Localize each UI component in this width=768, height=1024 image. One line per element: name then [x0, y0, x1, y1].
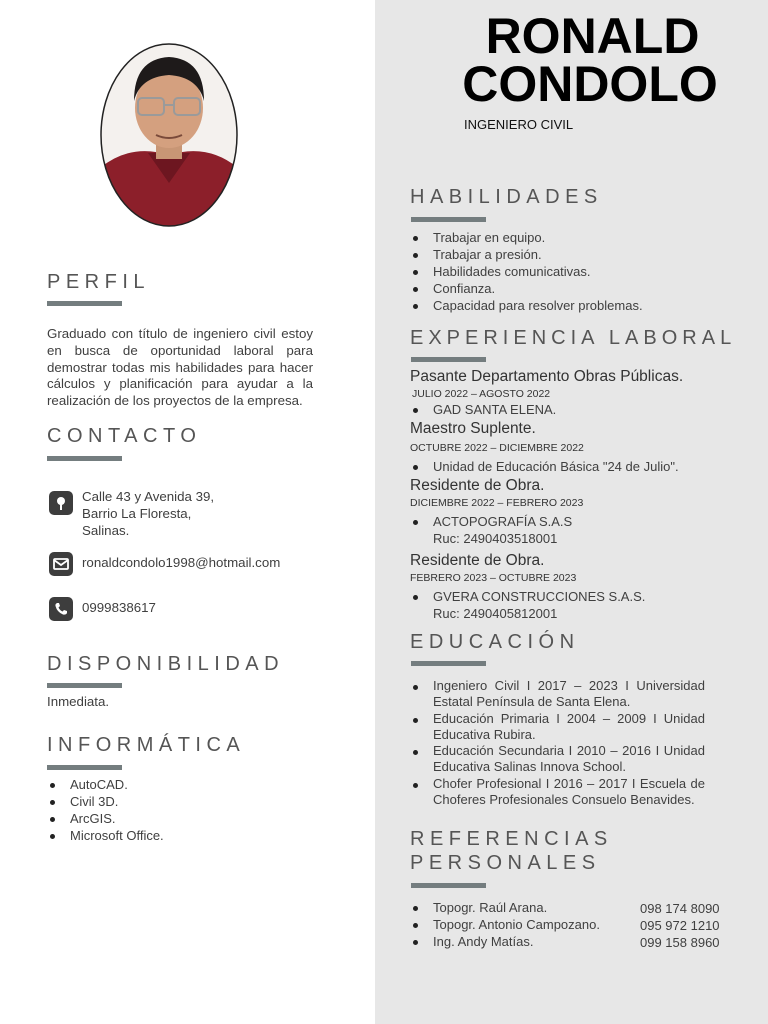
reference-phone: 099 158 8960: [640, 935, 720, 950]
experiencia-divider: [411, 357, 486, 362]
reference-phone: 098 174 8090: [640, 901, 720, 916]
contact-address: [82, 489, 282, 539]
job-title: INGENIERO CIVIL: [464, 117, 574, 132]
reference-name: Topogr. Raúl Arana.: [410, 899, 730, 916]
referencias-table: [410, 899, 730, 950]
job-entry-date: OCTUBRE 2022 – DICIEMBRE 2022: [410, 442, 584, 454]
address-line: Barrio La Floresta,: [82, 505, 192, 521]
job-entry-company: ACTOPOGRAFÍA S.A.S: [433, 514, 573, 529]
contacto-divider: [47, 456, 122, 461]
referencias-divider: [411, 883, 486, 888]
job-entry-title: Pasante Departamento Obras Públicas.: [410, 368, 684, 385]
disponibilidad-divider: [47, 683, 122, 688]
reference-row: [410, 916, 730, 933]
experiencia-heading: EXPERIENCIA LABORAL: [410, 327, 737, 349]
job-entry-title: Maestro Suplente.: [410, 420, 536, 437]
reference-row: [410, 899, 730, 916]
reference-phone: 095 972 1210: [640, 918, 720, 933]
perfil-text: Graduado con título de ingeniero civil estoy en busca de oportunidad laboral para demostrar todas mis habilidades para hacer cálculos y planificación para ayudar a la realización de los proyectos de la empresa.: [47, 326, 313, 409]
educacion-divider: [411, 661, 486, 666]
job-entry: [410, 476, 750, 547]
job-entry: [410, 419, 750, 475]
job-entry-ruc: Ruc: 2490403518001: [433, 531, 558, 546]
referencias-heading-line: REFERENCIAS: [410, 828, 613, 850]
job-entry-date: DICIEMBRE 2022 – FEBRERO 2023: [410, 497, 584, 509]
educacion-list-wrap: [410, 678, 705, 810]
list-item: Educación Secundaria I 2010 – 2016 I Unidad Educativa Salinas Innova School.: [410, 743, 705, 776]
reference-row: [410, 933, 730, 950]
list-item: Ingeniero Civil I 2017 – 2023 I Universidad Estatal Península de Santa Elena.: [410, 678, 705, 711]
job-entry-title: Residente de Obra.: [410, 552, 545, 569]
contacto-heading: CONTACTO: [47, 425, 202, 447]
referencias-heading: [410, 827, 613, 875]
address-line: Calle 43 y Avenida 39,: [82, 489, 215, 504]
contact-phone[interactable]: 0999838617: [82, 600, 156, 615]
list-item: Microsoft Office.: [47, 827, 297, 844]
job-entry-date: JULIO 2022 – AGOSTO 2022: [412, 388, 551, 400]
job-entry: [410, 367, 750, 418]
list-item: Capacidad para resolver problemas.: [410, 297, 750, 314]
list-item: Trabajar a presión.: [410, 246, 750, 263]
profile-photo: [100, 43, 238, 227]
informatica-divider: [47, 765, 122, 770]
list-item: Confianza.: [410, 280, 750, 297]
mail-icon: [49, 552, 73, 576]
job-entry-place: [410, 513, 750, 547]
perfil-heading: PERFIL: [47, 271, 151, 293]
referencias-heading-line: PERSONALES: [410, 852, 601, 874]
job-entry: [410, 551, 750, 622]
list-item: AutoCAD.: [47, 776, 297, 793]
job-entry-title: Residente de Obra.: [410, 477, 545, 494]
list-item: Habilidades comunicativas.: [410, 263, 750, 280]
list-item: Educación Primaria I 2004 – 2009 I Unidad Educativa Rubira.: [410, 711, 705, 744]
location-icon: [49, 491, 73, 515]
reference-name: Topogr. Antonio Campozano.: [410, 916, 730, 933]
job-entry-place: GAD SANTA ELENA.: [410, 401, 750, 418]
name-last: CONDOLO: [462, 56, 718, 112]
list-item: ArcGIS.: [47, 810, 297, 827]
habilidades-list: [410, 229, 750, 314]
informatica-heading: INFORMÁTICA: [47, 734, 246, 756]
phone-icon: [49, 597, 73, 621]
address-line: Salinas.: [82, 522, 130, 538]
job-entry-place: [410, 588, 750, 622]
disponibilidad-value: Inmediata.: [47, 694, 110, 709]
contact-email[interactable]: ronaldcondolo1998@hotmail.com: [82, 555, 281, 570]
list-item: Chofer Profesional I 2016 – 2017 I Escuela de Choferes Profesionales Consuelo Benavides.: [410, 776, 705, 809]
educacion-heading: EDUCACIÓN: [410, 631, 580, 653]
educacion-list: [410, 678, 705, 808]
job-entry-ruc: Ruc: 2490405812001: [433, 606, 558, 621]
job-entry-company: GVERA CONSTRUCCIONES S.A.S.: [433, 589, 646, 604]
job-entry-date: FEBRERO 2023 – OCTUBRE 2023: [410, 572, 577, 584]
job-entry-place: Unidad de Educación Básica "24 de Julio".: [410, 458, 750, 475]
list-item: Trabajar en equipo.: [410, 229, 750, 246]
habilidades-heading: HABILIDADES: [410, 186, 603, 208]
reference-name: Ing. Andy Matías.: [410, 933, 730, 950]
name-first: RONALD: [485, 8, 700, 64]
list-item: Civil 3D.: [47, 793, 297, 810]
perfil-divider: [47, 301, 122, 306]
habilidades-divider: [411, 217, 486, 222]
disponibilidad-heading: DISPONIBILIDAD: [47, 653, 285, 675]
informatica-list: [47, 776, 297, 844]
